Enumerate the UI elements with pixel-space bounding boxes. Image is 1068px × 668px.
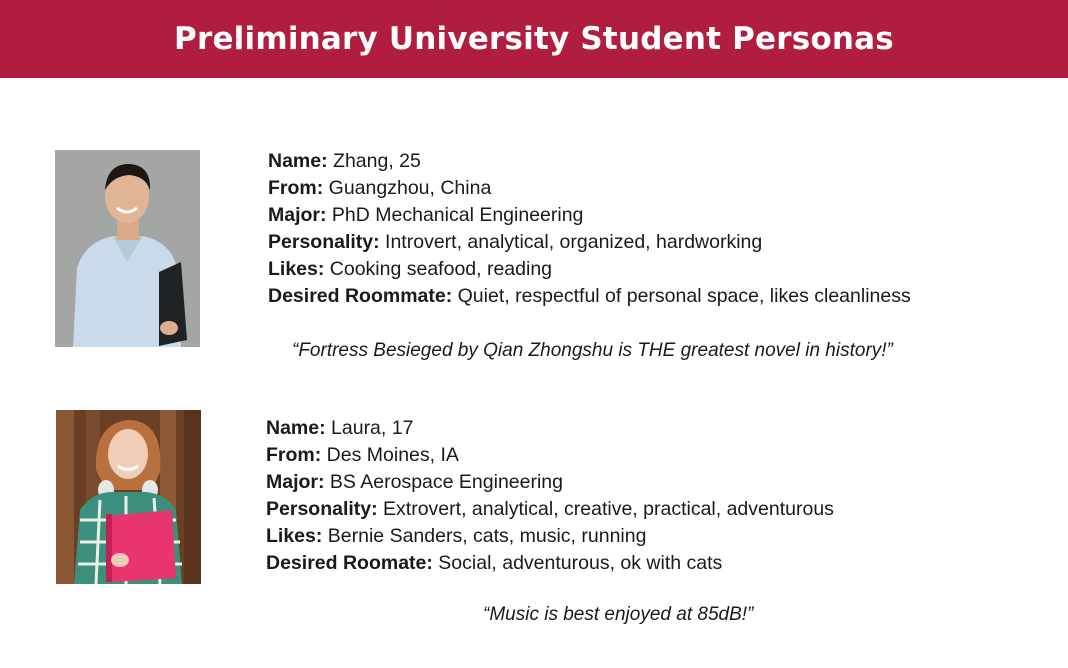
field-label: Desired Roommate: — [268, 285, 453, 307]
field-label: Likes: — [268, 258, 325, 280]
persona-1-from-row — [268, 175, 911, 202]
field-label: From: — [268, 177, 324, 199]
field-value: Introvert, analytical, organized, hardworking — [385, 231, 763, 253]
field-value: Extrovert, analytical, creative, practical, adventurous — [383, 498, 834, 520]
field-value: Des Moines, IA — [326, 444, 459, 466]
field-value: PhD Mechanical Engineering — [331, 204, 584, 226]
persona-1-roommate-row — [268, 283, 911, 310]
persona-2-from-row — [266, 442, 834, 469]
persona-2-likes-row — [266, 523, 834, 550]
field-label: Major: — [268, 204, 327, 226]
field-label: Likes: — [266, 525, 323, 547]
field-value: Bernie Sanders, cats, music, running — [327, 525, 647, 547]
field-label: Name: — [268, 150, 328, 172]
field-value: Social, adventurous, ok with cats — [438, 552, 723, 574]
persona-2-personality-row — [266, 496, 834, 523]
field-label: Personality: — [268, 231, 380, 253]
persona-2-photo — [56, 410, 201, 584]
field-value: Quiet, respectful of personal space, likes cleanliness — [457, 285, 911, 307]
field-label: Name: — [266, 417, 326, 439]
persona-1-likes-row — [268, 256, 911, 283]
field-value: Laura, 17 — [331, 417, 414, 439]
field-label: Desired Roomate: — [266, 552, 433, 574]
persona-2-name-row — [266, 415, 834, 442]
persona-1-major-row — [268, 202, 911, 229]
title-banner — [0, 0, 1068, 78]
field-label: From: — [266, 444, 322, 466]
persona-2-quote: “Music is best enjoyed at 85dB!” — [483, 604, 754, 625]
field-label: Personality: — [266, 498, 378, 520]
field-value: BS Aerospace Engineering — [329, 471, 563, 493]
page-title: Preliminary University Student Personas — [174, 21, 894, 57]
persona-1-details — [268, 148, 911, 310]
persona-1-quote: “Fortress Besieged by Qian Zhongshu is THE greatest novel in history!” — [292, 340, 893, 361]
persona-2-roommate-row — [266, 550, 834, 577]
persona-2-details — [266, 415, 834, 577]
persona-2-major-row — [266, 469, 834, 496]
field-label: Major: — [266, 471, 325, 493]
field-value: Cooking seafood, reading — [329, 258, 553, 280]
field-value: Guangzhou, China — [328, 177, 492, 199]
field-value: Zhang, 25 — [333, 150, 421, 172]
persona-1-photo — [55, 150, 200, 347]
persona-1-personality-row — [268, 229, 911, 256]
persona-1-name-row — [268, 148, 911, 175]
